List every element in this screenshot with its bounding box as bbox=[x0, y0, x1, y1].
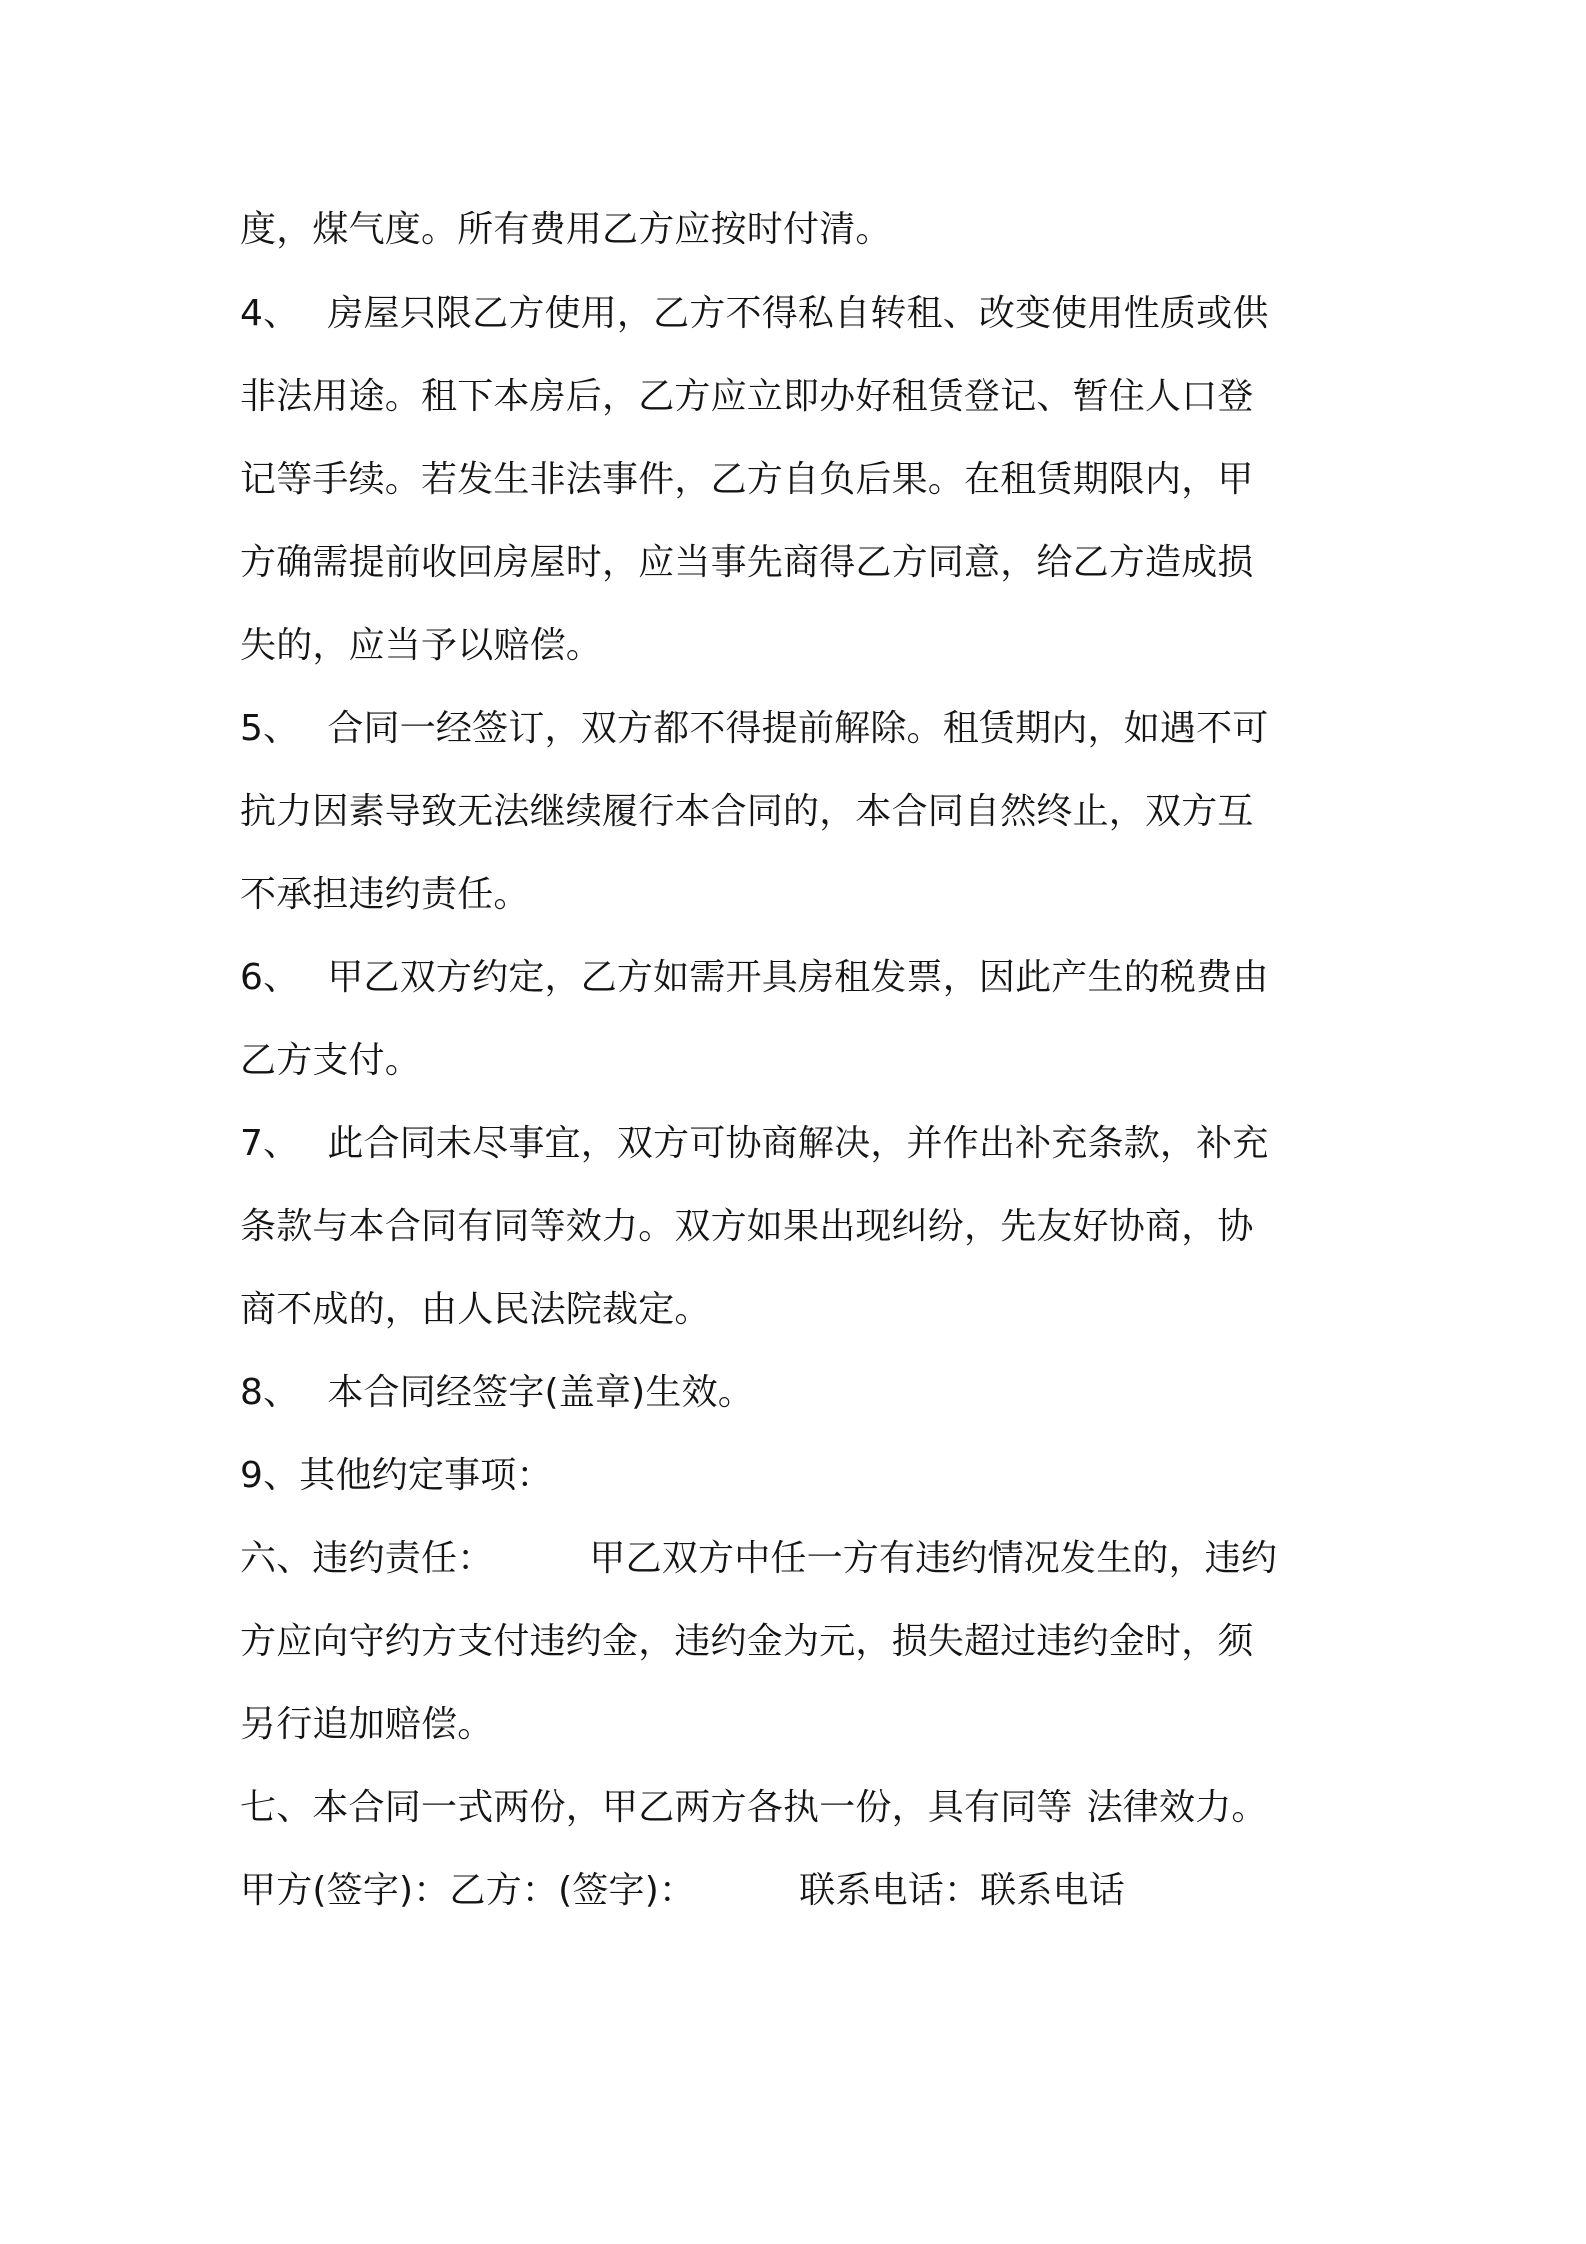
text-line: 方确需提前收回房屋时，应当事先商得乙方同意，给乙方造成损 bbox=[240, 542, 1254, 583]
text-line: 记等手续。若发生非法事件，乙方自负后果。在租赁期限内，甲 bbox=[240, 459, 1254, 500]
clause-text: 本合同经签字(盖章)生效。 bbox=[327, 1372, 755, 1413]
text-line: 失的，应当予以赔偿。 bbox=[240, 625, 603, 666]
clause-8-line bbox=[240, 1369, 754, 1417]
clause-number: 7、 bbox=[240, 1123, 300, 1164]
clause-number: 5、 bbox=[240, 708, 300, 749]
clause-text: 此合同未尽事宜，双方可协商解决，并作出补充条款，补充 bbox=[327, 1123, 1269, 1164]
section-6-line bbox=[240, 1535, 1277, 1583]
text-line: 条款与本合同有同等效力。双方如果出现纠纷，先友好协商，协 bbox=[240, 1206, 1254, 1247]
clause-text: 房屋只限乙方使用，乙方不得私自转租、改变使用性质或供 bbox=[327, 293, 1269, 334]
clause-6-line bbox=[240, 954, 1269, 1002]
section-text: 甲乙双方中任一方有违约情况发生的，违约 bbox=[589, 1538, 1278, 1579]
clause-number: 8、 bbox=[240, 1372, 300, 1413]
signature-parties: 甲方(签字)：乙方：(签字)： bbox=[240, 1870, 696, 1911]
signature-line bbox=[240, 1867, 1125, 1915]
text-line: 另行追加赔偿。 bbox=[240, 1704, 494, 1745]
text-line: 抗力因素导致无法继续履行本合同的，本合同自然终止，双方互 bbox=[240, 791, 1254, 832]
text-line: 商不成的，由人民法院裁定。 bbox=[240, 1289, 711, 1330]
text-line: 非法用途。租下本房后，乙方应立即办好租赁登记、暂住人口登 bbox=[240, 376, 1254, 417]
clause-number: 4、 bbox=[240, 293, 300, 334]
section-heading: 六、违约责任： bbox=[240, 1538, 494, 1579]
text-line: 不承担违约责任。 bbox=[240, 874, 530, 915]
clause-text: 甲乙双方约定，乙方如需开具房租发票，因此产生的税费由 bbox=[327, 957, 1269, 998]
section-7-line bbox=[240, 1784, 1268, 1832]
clause-5-line bbox=[240, 705, 1269, 753]
clause-number: 6、 bbox=[240, 957, 300, 998]
section-text-end: 法律效力。 bbox=[1086, 1787, 1268, 1828]
clause-text: 合同一经签订，双方都不得提前解除。租赁期内，如遇不可 bbox=[327, 708, 1269, 749]
text-line: 乙方支付。 bbox=[240, 1040, 422, 1081]
clause-7-line bbox=[240, 1120, 1269, 1168]
clause-4-line bbox=[240, 290, 1269, 338]
text-line: 度，煤气度。所有费用乙方应按时付清。 bbox=[240, 209, 892, 250]
contact-phones: 联系电话：联系电话 bbox=[799, 1870, 1125, 1911]
section-text: 七、本合同一式两份，甲乙两方各执一份，具有同等 bbox=[240, 1787, 1073, 1828]
text-line: 方应向守约方支付违约金，违约金为元，损失超过违约金时，须 bbox=[240, 1621, 1254, 1662]
clause-9-line: 9、其他约定事项： bbox=[240, 1455, 553, 1496]
